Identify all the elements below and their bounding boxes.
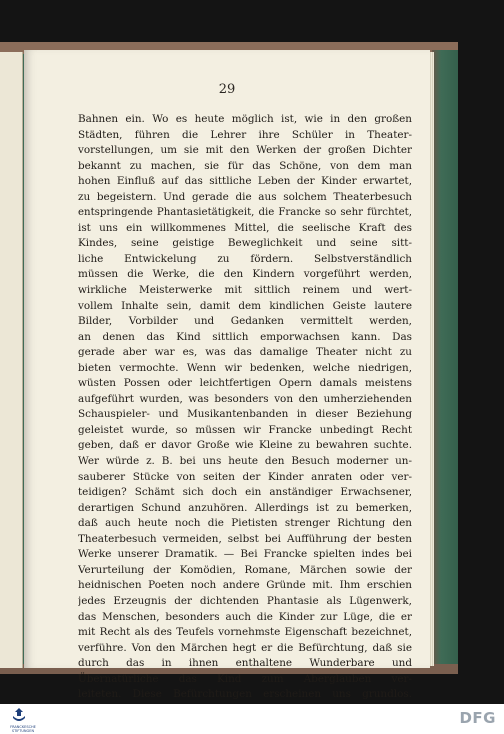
left-page-edge: [0, 52, 23, 668]
text-line: müssen die Werke, die den Kindern vorgeführt werden,: [78, 268, 412, 281]
text-line: wirkliche Meisterwerke mit sittlich reinem und wert-: [78, 284, 412, 297]
text-line: zu begeistern. Und gerade die aus solchem Theaterbesuch: [78, 190, 412, 203]
text-line: hohen Einfluß auf das sittliche Leben der Kinder erwartet,: [78, 175, 412, 188]
book-page: [24, 50, 430, 701]
text-line: entspringende Phantasietätigkeit, die Francke so sehr fürchtet,: [78, 207, 412, 219]
page-stack-edges: [430, 52, 434, 666]
text-line: gerade aber war es, was das damalige Theater nicht zu: [78, 346, 412, 359]
text-line: liche Entwickelung zu fördern. Selbstverständlich: [78, 252, 412, 265]
text-line: Wer würde z. B. bei uns heute den Besuch moderner un-: [78, 455, 412, 468]
text-line: Städten, führen die Lehrer ihre Schüler in Theater-: [78, 128, 412, 141]
text-line: mit Recht als des Teufels vornehmste Eigenschaft bezeichnet,: [78, 626, 412, 639]
text-line: sauberer Stücke von seiten der Kinder anraten oder ver-: [78, 470, 412, 483]
francke-logo-icon: [4, 706, 34, 724]
text-line: derartigen Schund anzuhören. Allerdings ist zu bemerken,: [78, 501, 412, 514]
institution-logo[interactable]: [4, 706, 34, 732]
text-line: Verurteilung der Komödien, Romane, Märchen sowie der: [78, 563, 412, 576]
text-line: Werke unserer Dramatik. — Bei Francke spielten indes bei: [78, 548, 412, 561]
viewer-footer: [0, 704, 504, 734]
text-line: leiteten. Diese Befürchtungen erscheinen uns grundlos.: [78, 688, 412, 701]
text-line: Bilder, Vorbilder und Gedanken vermittelt werden,: [78, 315, 412, 328]
text-line: Bahnen ein. Wo es heute möglich ist, wie in den großen: [78, 113, 412, 125]
text-line: bekannt zu machen, sie für das Schöne, von dem man: [78, 159, 412, 172]
text-line: geleistet wurde, so müssen wir Francke unbedingt Recht: [78, 423, 412, 436]
text-line: heidnischen Poeten noch andere Gründe mit. Ihm erschien: [78, 579, 412, 592]
text-line: das Menschen, besonders auch die Kinder zur Lüge, die er: [78, 610, 412, 623]
logo-caption: FRANCKESCHE STIFTUNGEN: [10, 725, 36, 733]
text-line: wüsten Possen oder leichtfertigen Opern damals meistens: [78, 377, 412, 390]
text-line: ist uns ein willkommenes Mittel, die seelische Kraft des: [78, 221, 412, 234]
text-line: vollem Inhalte sein, damit dem kindlichen Geiste lautere: [78, 299, 412, 312]
text-line: geben, daß er davor Große wie Kleine zu bewahren suchte.: [78, 439, 412, 452]
dfg-logo[interactable]: DFG: [459, 709, 496, 727]
text-line: durch das in ihnen enthaltene Wunderbare und: [78, 657, 412, 670]
text-line: vorstellungen, um sie mit den Werken der großen Dichter: [78, 144, 412, 157]
text-line: jedes Erzeugnis der dichtenden Phantasie als Lügenwerk,: [78, 594, 412, 607]
text-line: Schauspieler- und Musikantenbanden in dieser Beziehung: [78, 408, 412, 421]
text-line: an denen das Kind sittlich emporwachsen kann. Das: [78, 330, 412, 343]
text-line: Kindes, seine geistige Beweglichkeit und seine sitt-: [78, 237, 412, 250]
text-line: teidigen? Schämt sich doch ein anständiger Erwachsener,: [78, 486, 412, 499]
book-cover-spine-edge: [432, 50, 458, 672]
text-line: verführe. Von den Märchen hegt er die Befürchtung, daß sie: [78, 641, 412, 654]
text-line: Theaterbesuch vermeiden, selbst bei Aufführung der besten: [78, 532, 412, 545]
page-text-block: [78, 112, 412, 718]
text-line: Übernatürliche das Kind zum Aberglauben ver-: [78, 672, 412, 685]
page-number: 29: [218, 82, 236, 97]
text-line: aufgeführt wurden, was besonders von den umherziehenden: [78, 392, 412, 405]
text-line: bieten vermochte. Wenn wir bedenken, welche niedrigen,: [78, 361, 412, 374]
text-line: daß auch heute noch die Pietisten strenger Richtung den: [78, 517, 412, 530]
